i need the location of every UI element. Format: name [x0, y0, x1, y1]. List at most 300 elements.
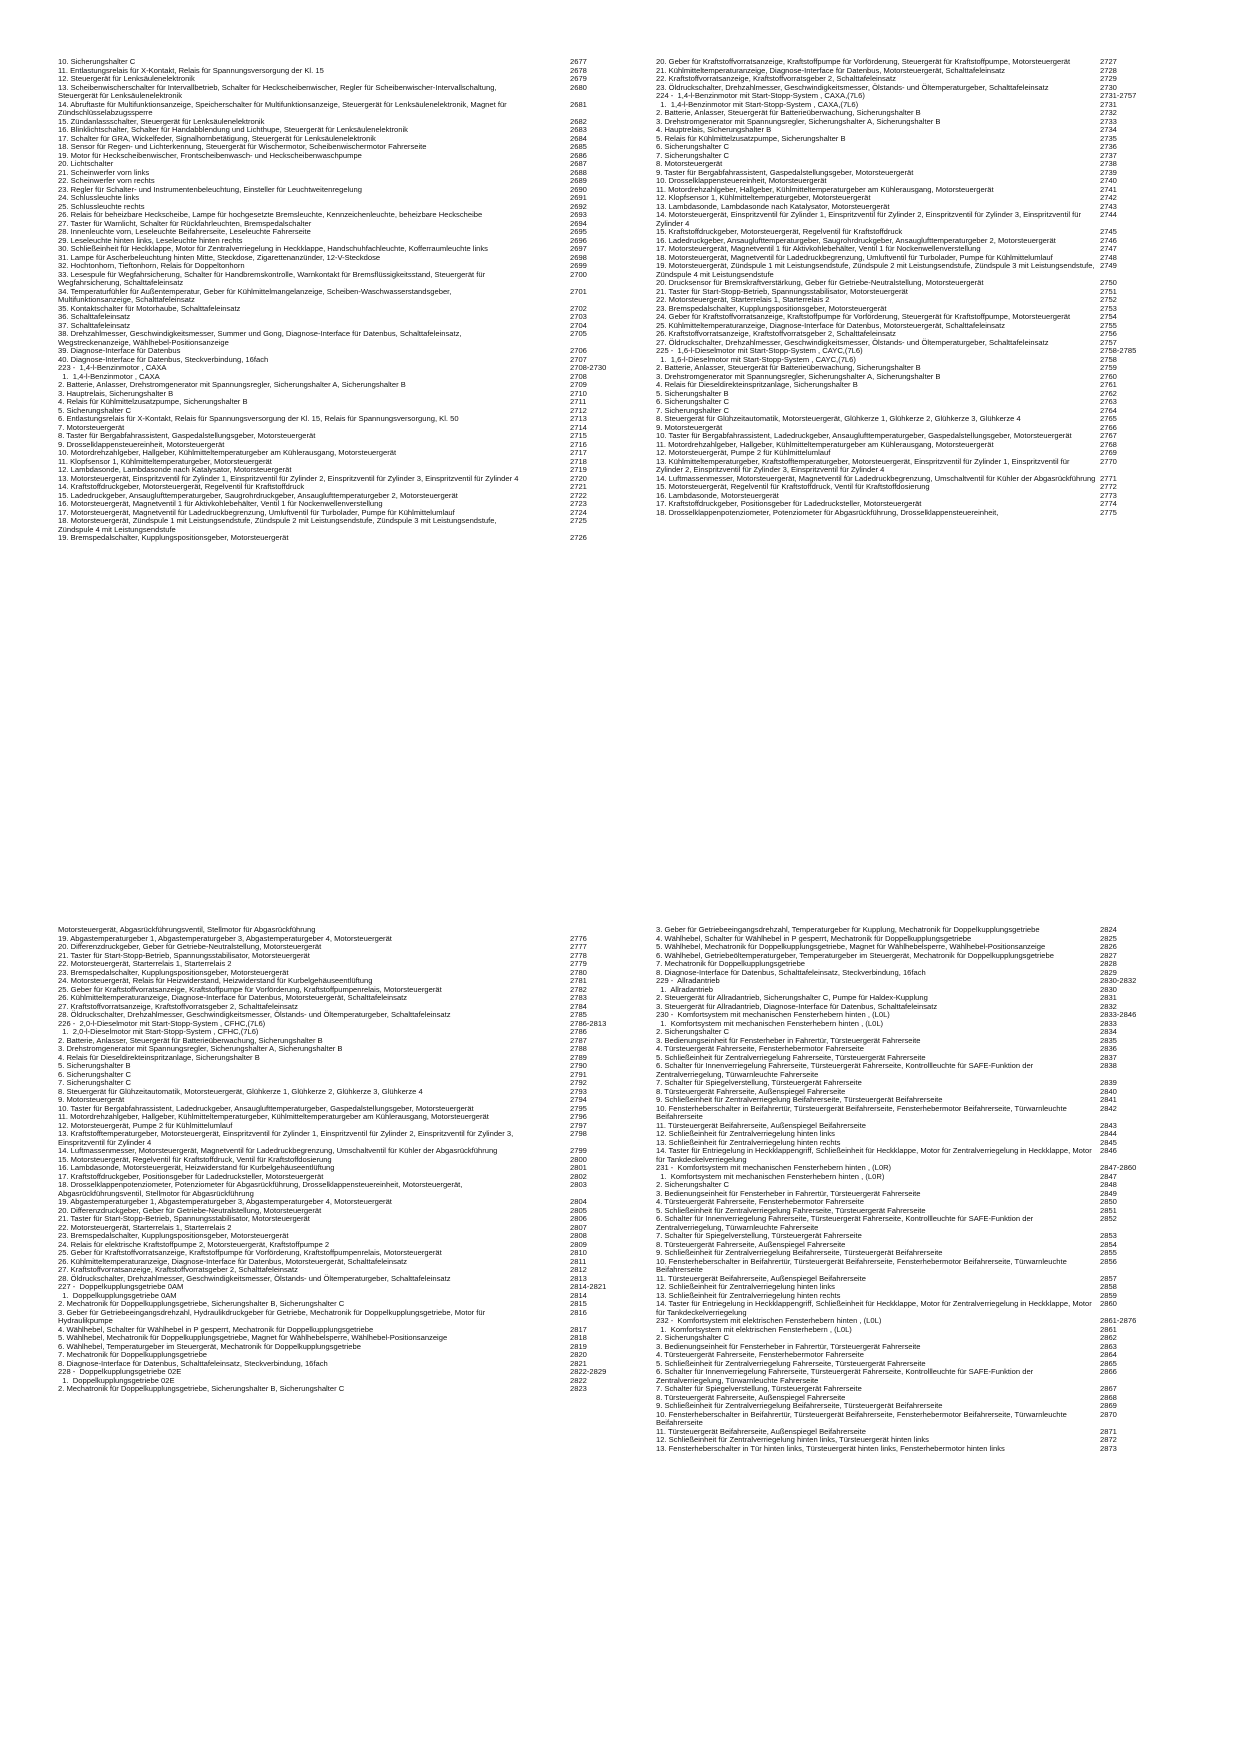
index-entry [58, 1130, 633, 1147]
page-number: 2816 [570, 1307, 587, 1317]
entry-text: 5. Wählhebel, Mechatronik für Doppelkupplungsgetriebe, Magnet für Wählhebelsperre, Wählhebel-Positionsanzeige [656, 942, 1046, 951]
page-number: 2802 [570, 1171, 587, 1181]
index-entry [656, 1368, 1176, 1385]
page-number: 2736 [1100, 142, 1117, 151]
page-number: 2867 [1100, 1384, 1117, 1393]
page-number: 2777 [570, 942, 587, 951]
entry-text: 8. Steuergerät für Glühzeitautomatik, Motorsteuergerät, Glühkerze 1, Glühkerze 2, Glühkerze 3, Glühkerze 4 [656, 414, 1021, 423]
index-entry [656, 969, 1176, 978]
entry-text: 34. Temperaturfühler für Außentemperatur, Geber für Kühlmittelmangelanzeige, Scheiben-Waschwasserstandsgeber, Multifunktionsanzeige, Schalttafeleinsatz [58, 286, 454, 304]
entry-text: 9. Taster für Bergabfahrassistent, Gaspedalstellungsgeber, Motorsteuergerät [656, 167, 914, 177]
page-number: 2757 [1100, 337, 1117, 347]
entry-text: 27. Taster für Warnlicht, Schalter für Rückfahrleuchten, Bremspedalschalter [58, 218, 312, 228]
entry-text: 7. Mechatronik für Doppelkupplungsgetriebe [58, 1350, 208, 1359]
page-number: 2859 [1100, 1290, 1117, 1300]
entry-text: 1. Doppelkupplungsgetriebe 0AM [58, 1290, 177, 1300]
entry-text: 227 - Doppelkupplungsgetriebe 0AM [58, 1282, 184, 1291]
page-number: 2840 [1100, 1086, 1117, 1096]
entry-text: 4. Wählhebel, Schalter für Wählhebel in P gesperrt, Mechatronik für Doppelkupplungsgetriebe [58, 1324, 374, 1334]
entry-text: 225 - 1,6-l-Dieselmotor mit Start-Stopp-System , CAYC,(7L6) [656, 346, 863, 355]
entry-text: 25. Geber für Kraftstoffvorratsanzeige, Kraftstoffpumpe für Vorförderung, Kraftstoffpumpenrelais, Motorsteuergerät [58, 1248, 442, 1257]
entry-text: 12. Steuergerät für Lenksäulenelektronik [58, 74, 195, 83]
entry-text: 7. Schalter für Spiegelverstellung, Türsteuergerät Fahrerseite [656, 1231, 862, 1240]
index-entry [656, 415, 1176, 424]
page-number: 2808 [570, 1231, 587, 1240]
page-number: 2700 [570, 269, 587, 279]
entry-text: 5. Schließeinheit für Zentralverriegelung Fahrerseite, Türsteuergerät Fahrerseite [656, 1052, 926, 1062]
entry-text: 18. Motorsteuergerät, Magnetventil für Ladedruckbegrenzung, Umluftventil für Turbolader, Pumpe für Kühlmittelumlauf [656, 252, 1053, 262]
entry-text: 36. Schalttafeleinsatz [58, 312, 131, 321]
index-entry [58, 1062, 633, 1071]
index-entry [58, 1071, 633, 1080]
entry-text: 11. Motordrehzahlgeber, Hallgeber, Kühlmitteltemperaturgeber am Kühlerausgang, Motorsteuergerät [656, 184, 994, 194]
page-number: 2858 [1100, 1282, 1117, 1291]
entry-text: 27. Kraftstoffvorratsanzeige, Kraftstoffvorratsgeber 2, Schalttafeleinsatz [58, 1265, 298, 1274]
page-number: 2797 [570, 1120, 587, 1130]
entry-text: 6. Entlastungsrelais für X-Kontakt, Relais für Spannungsversorgung der Kl. 15, Relais für Spannungsversorgung, Kl. 50 [58, 414, 459, 423]
page-number: 2708-2730 [570, 363, 607, 372]
entry-text: 7. Schalter für Spiegelverstellung, Türsteuergerät Fahrerseite [656, 1078, 862, 1087]
page-number: 2865 [1100, 1358, 1117, 1368]
entry-text: 8. Türsteuergerät Fahrerseite, Außenspiegel Fahrerseite [656, 1392, 846, 1402]
index-column-top-right [656, 58, 1176, 517]
page-number: 2786 [570, 1027, 587, 1036]
entry-text: 16. Ladedruckgeber, Ansauglufttemperaturgeber, Saugrohrdruckgeber, Ansauglufttemperaturgeber 2, Motorsteuergerät [656, 235, 1056, 245]
entry-text: 25. Geber für Kraftstoffvorratsanzeige, Kraftstoffpumpe für Vorförderung, Kraftstoffpumpenrelais, Motorsteuergerät [58, 984, 442, 994]
page-number: 2714 [570, 422, 587, 432]
entry-text: 17. Kraftstoffdruckgeber, Positionsgeber für Ladedrucksteller, Motorsteuergerät [58, 1171, 324, 1181]
page-number: 2743 [1100, 201, 1117, 211]
entry-text: 2. Mechatronik für Doppelkupplungsgetriebe, Sicherungshalter B, Sicherungshalter C [58, 1299, 345, 1308]
page-number: 2711 [570, 397, 587, 406]
entry-text: 24. Relais für elektrische Kraftstoffpumpe 2, Motorsteuergerät, Kraftstoffpumpe 2 [58, 1239, 330, 1249]
entry-text: 18. Sensor für Regen- und Lichterkennung, Steuergerät für Wischermotor, Scheibenwischermotor Fahrerseite [58, 142, 427, 151]
index-entry [656, 1147, 1176, 1164]
page-number: 2794 [570, 1095, 587, 1104]
page-number: 2809 [570, 1239, 587, 1249]
page-number: 2780 [570, 967, 587, 977]
entry-text: 18. Motorsteuergerät, Zündspule 1 mit Leistungsendstufe, Zündspule 2 mit Leistungsendstufe, Zündspule 3 mit Leistungsendstufe, Zündspule 4 mit Leistungsendstufe [58, 516, 499, 534]
page-number: 2708 [570, 371, 587, 381]
page-number: 2814 [570, 1290, 587, 1300]
page-number: 2772 [1100, 482, 1117, 491]
page-number: 2825 [1100, 933, 1117, 943]
page-number: 2813 [570, 1273, 587, 1283]
page-number: 2687 [570, 159, 587, 168]
page-number: 2767 [1100, 431, 1117, 440]
entry-text: 28. Öldruckschalter, Drehzahlmesser, Geschwindigkeitsmesser, Ölstands- und Öltemperaturgeber, Schalttafeleinsatz [58, 1010, 451, 1019]
index-entry [58, 313, 633, 322]
entry-text: 11. Entlastungsrelais für X-Kontakt, Relais für Spannungsversorgung der Kl. 15 [58, 65, 324, 75]
page-number: 2774 [1100, 499, 1117, 508]
page-number: 2841 [1100, 1095, 1117, 1104]
page-number: 2782 [570, 984, 587, 994]
entry-text: 28. Öldruckschalter, Drehzahlmesser, Geschwindigkeitsmesser, Ölstands- und Öltemperaturgeber, Schalttafeleinsatz [58, 1273, 451, 1283]
page-number: 2850 [1100, 1197, 1117, 1206]
entry-text: 22. Motorsteuergerät, Starterrelais 1, Starterrelais 2 [58, 959, 232, 968]
page-number: 2853 [1100, 1231, 1117, 1240]
page-number: 2862 [1100, 1333, 1117, 1342]
entry-text: 7. Sicherungshalter C [656, 405, 730, 415]
entry-text: 21. Kühlmitteltemperaturanzeige, Diagnose-Interface für Datenbus, Motorsteuergerät, Schalttafeleinsatz [656, 65, 1006, 75]
entry-text: 5. Sicherungshalter B [656, 388, 729, 398]
page-number: 2842 [1100, 1103, 1117, 1113]
entry-text: 29. Leseleuchte hinten links, Leseleuchte hinten rechts [58, 235, 243, 245]
page-number: 2868 [1100, 1392, 1117, 1402]
index-entry [656, 1062, 1176, 1079]
index-entry [656, 398, 1176, 407]
page-number: 2831 [1100, 993, 1117, 1002]
index-entry [656, 1445, 1176, 1454]
entry-text: 17. Motorsteuergerät, Magnetventil für Ladedruckbegrenzung, Umluftventil für Turbolader, Pumpe für Kühlmittelumlauf [58, 507, 455, 517]
entry-text: 1. Komfortsystem mit elektrischen Fensterhebern , (L0L) [656, 1324, 852, 1334]
index-entry [656, 1326, 1176, 1335]
page-number: 2721 [570, 482, 587, 491]
entry-text: 15. Motorsteuergerät, Regelventil für Kraftstoffdruck, Ventil für Kraftstoffdosierung [58, 1154, 332, 1164]
page-number: 2738 [1100, 159, 1117, 168]
entry-text: 19. Bremspedalschalter, Kupplungspositionsgeber, Motorsteuergerät [58, 533, 289, 542]
index-entry [656, 1215, 1176, 1232]
index-entry [656, 262, 1176, 279]
entry-text: 6. Schalter für Innenverriegelung Fahrerseite, Türsteuergerät Fahrerseite, Kontrollleuchte für SAFE-Funktion der Zentralverriegelung, Türwarnleuchte Fahrerseite [656, 1061, 1036, 1079]
entry-text: 7. Sicherungshalter C [58, 1078, 132, 1087]
page-number: 2699 [570, 261, 587, 270]
entry-text: 12. Schließeinheit für Zentralverriegelung hinten links, Türsteuergerät hinten links [656, 1435, 929, 1444]
index-entry [656, 152, 1176, 161]
entry-text: 230 - Komfortsystem mit mechanischen Fensterhebern hinten , (L0L) [656, 1010, 890, 1019]
page-number: 2709 [570, 380, 587, 389]
entry-text: 10. Fensterheberschalter in Beifahrertür, Türsteuergerät Beifahrerseite, Fensterhebermotor Beifahrerseite, Türwarnleuchte Beifahrerseite [656, 1409, 1069, 1427]
entry-text: 14. Taster für Entriegelung in Heckklappengriff, Schließeinheit für Heckklappe, Motor für Zentralverriegelung in Heckklappe, Motor für Tankdeckelverriegelung [656, 1299, 1094, 1317]
entry-text: 21. Taster für Start-Stopp-Betrieb, Spannungsstabilisator, Motorsteuergerät [58, 1214, 310, 1223]
entry-text: 2. Steuergerät für Allradantrieb, Sicherungshalter C, Pumpe für Haldex-Kupplung [656, 993, 928, 1002]
entry-text: 12. Motorsteuergerät, Pumpe 2 für Kühlmittelumlauf [656, 448, 831, 457]
entry-text: 32. Hochtonhorn, Tieftonhorn, Relais für Doppeltonhorn [58, 261, 245, 270]
entry-text: 16. Lambdasonde, Motorsteuergerät [656, 490, 779, 500]
page-number: 2720 [570, 473, 587, 483]
entry-text: 8. Türsteuergerät Fahrerseite, Außenspiegel Fahrerseite [656, 1086, 846, 1096]
index-column-top-left [58, 58, 633, 543]
entry-text: 11. Türsteuergerät Beifahrerseite, Außenspiegel Beifahrerseite [656, 1426, 866, 1436]
page-number: 2833 [1100, 1018, 1117, 1028]
entry-text: 12. Motorsteuergerät, Pumpe 2 für Kühlmittelumlauf [58, 1120, 233, 1130]
page-number: 2692 [570, 201, 587, 211]
page-number: 2789 [570, 1052, 587, 1062]
entry-text: 8. Motorsteuergerät [656, 159, 723, 168]
entry-text: 21. Scheinwerfer vorn links [58, 167, 150, 177]
page-number: 2681 [570, 99, 587, 109]
entry-text: 3. Drehstromgenerator mit Spannungsregler, Sicherungshalter A, Sicherungshalter B [58, 1044, 343, 1053]
page-number: 2864 [1100, 1350, 1117, 1359]
entry-text: 18. Drosselklappenpotenziometer, Potenziometer für Abgasrückführung, Drosselklappensteuereinheit, Motorsteuergerät, Abgasrückführungsventil, Stellmotor für Abgasrückführung [58, 1180, 465, 1198]
entry-text: 19. Abgastemperaturgeber 1, Abgastemperaturgeber 3, Abgastemperaturgeber 4, Motorsteuergerät [58, 1197, 392, 1206]
index-entry [656, 143, 1176, 152]
page-number: 2843 [1100, 1120, 1117, 1130]
entry-text: 7. Schalter für Spiegelverstellung, Türsteuergerät Fahrerseite [656, 1384, 862, 1393]
entry-text: 24. Motorsteuergerät, Relais für Heizwiderstand, Heizwiderstand für Kurbelgehäuseentlüftung [58, 976, 373, 985]
page-number: 2735 [1100, 133, 1117, 143]
entry-text: 20. Differenzdruckgeber, Geber für Getriebe-Neutralstellung, Motorsteuergerät [58, 942, 322, 951]
entry-text: 13. Schließeinheit für Zentralverriegelung hinten rechts [656, 1137, 841, 1147]
page-number: 2852 [1100, 1214, 1117, 1223]
entry-text: 9. Drosselklappensteuereinheit, Motorsteuergerät [58, 439, 225, 449]
page-number: 2758-2785 [1100, 346, 1137, 355]
page-number: 2838 [1100, 1061, 1117, 1070]
entry-text: 226 - 2,0-l-Dieselmotor mit Start-Stopp-System , CFHC,(7L6) [58, 1018, 266, 1028]
entry-text: 7. Mechatronik für Doppelkupplungsgetriebe [656, 959, 806, 968]
entry-text: 6. Sicherungshalter C [656, 142, 730, 151]
entry-text: 9. Schließeinheit für Zentralverriegelung Beifahrerseite, Türsteuergerät Beifahrerseite [656, 1095, 943, 1104]
index-entry [58, 534, 633, 543]
page-number: 2863 [1100, 1341, 1117, 1351]
entry-text: 17. Schalter für GRA, Wickelfeder, Signalhornbetätigung, Steuergerät für Lenksäulenelektronik [58, 133, 376, 143]
page-number: 2749 [1100, 261, 1117, 270]
entry-text: 23. Öldruckschalter, Drehzahlmesser, Geschwindigkeitsmesser, Ölstands- und Öltemperaturgeber, Schalttafeleinsatz [656, 82, 1049, 92]
entry-text: 4. Wählhebel, Schalter für Wählhebel in P gesperrt, Mechatronik für Doppelkupplungsgetriebe [656, 933, 972, 943]
index-entry [58, 186, 633, 195]
entry-text: 2. Batterie, Anlasser, Steuergerät für Batterieüberwachung, Sicherungshalter B [58, 1035, 323, 1045]
page-number: 2803 [570, 1180, 587, 1189]
page-number: 2801 [570, 1163, 587, 1172]
index-entry [656, 1105, 1176, 1122]
entry-text: 223 - 1,4-l-Benzinmotor , CAXA [58, 363, 167, 372]
page-number: 2810 [570, 1248, 587, 1257]
index-entry [58, 288, 633, 305]
entry-text: 25. Kühlmitteltemperaturanzeige, Diagnose-Interface für Datenbus, Motorsteuergerät, Schalttafeleinsatz [656, 320, 1006, 330]
page-number: 2826 [1100, 942, 1117, 951]
page-number: 2701 [570, 286, 587, 296]
page-number: 2756 [1100, 329, 1117, 338]
entry-text: 2. Mechatronik für Doppelkupplungsgetriebe, Sicherungshalter B, Sicherungshalter C [58, 1384, 345, 1393]
entry-text: 2. Sicherungshalter C [656, 1180, 730, 1189]
entry-text: 33. Lesespule für Wegfahrsicherung, Schalter für Handbremskontrolle, Warnkontakt für Bremsflüssigkeitsstand, Steuergerät für Wegfahrsicherung, Schalttafeleinsatz [58, 269, 488, 287]
page-number: 2759 [1100, 363, 1117, 372]
entry-text: 20. Geber für Kraftstoffvorratsanzeige, Kraftstoffpumpe für Vorförderung, Steuergerät für Kraftstoffpumpe, Motorsteuergerät [656, 57, 1071, 66]
entry-text: 13. Motorsteuergerät, Einspritzventil für Zylinder 1, Einspritzventil für Zylinder 2, Einspritzventil für Zylinder 3, Einspritzventil für Zylinder 4 [58, 473, 519, 483]
page-number: 2849 [1100, 1188, 1117, 1198]
entry-text: 5. Schließeinheit für Zentralverriegelung Fahrerseite, Türsteuergerät Fahrerseite [656, 1358, 926, 1368]
entry-text: 21. Taster für Start-Stopp-Betrieb, Spannungsstabilisator, Motorsteuergerät [58, 950, 310, 960]
page-number: 2685 [570, 142, 587, 151]
page-number: 2846 [1100, 1146, 1117, 1155]
page-number: 2820 [570, 1350, 587, 1359]
index-entry [58, 415, 633, 424]
index-entry [58, 398, 633, 407]
entry-text: 4. Türsteuergerät Fahrerseite, Fensterhebermotor Fahrerseite [656, 1197, 864, 1206]
entry-text: 15. Ladedruckgeber, Ansauglufttemperaturgeber, Saugrohrdruckgeber, Ansauglufttemperaturgeber 2, Motorsteuergerät [58, 490, 458, 500]
page-number: 2775 [1100, 507, 1117, 517]
page-number: 2706 [570, 346, 587, 355]
page-number: 2745 [1100, 227, 1117, 236]
page-number: 2731 [1100, 99, 1117, 109]
entry-text: 3. Hauptrelais, Sicherungshalter B [58, 388, 174, 398]
index-entry [656, 509, 1176, 518]
page-number: 2689 [570, 176, 587, 185]
entry-text: 6. Schalter für Innenverriegelung Fahrerseite, Türsteuergerät Fahrerseite, Kontrollleuchte für SAFE-Funktion der Zentralverriegelung, Türwarnleuchte Fahrerseite [656, 1214, 1036, 1232]
page-number: 2787 [570, 1035, 587, 1045]
entry-text: 5. Sicherungshalter C [58, 405, 132, 415]
page-number: 2732 [1100, 108, 1117, 117]
entry-text: 20. Differenzdruckgeber, Geber für Getriebe-Neutralstellung, Motorsteuergerät [58, 1205, 322, 1215]
entry-text: 10. Fensterheberschalter in Beifahrertür, Türsteuergerät Beifahrerseite, Fensterhebermotor Beifahrerseite, Türwarnleuchte Beifahrerseite [656, 1103, 1069, 1121]
entry-text: 19. Abgastemperaturgeber 1, Abgastemperaturgeber 3, Abgastemperaturgeber 4, Motorsteuergerät [58, 933, 392, 943]
page-number: 2729 [1100, 74, 1117, 83]
entry-text: 16. Motorsteuergerät, Magnetventil 1 für Aktivkohlebehälter, Ventil 1 für Nockenwellenverstellung [58, 499, 383, 508]
page-number: 2804 [570, 1197, 587, 1206]
page-number: 2748 [1100, 252, 1117, 262]
entry-text: 3. Bedienungseinheit für Fensterheber in Fahrertür, Türsteuergerät Fahrerseite [656, 1188, 921, 1198]
entry-text: 12. Schließeinheit für Zentralverriegelung hinten links [656, 1129, 835, 1138]
page-number: 2766 [1100, 422, 1117, 432]
entry-text: 3. Drehstromgenerator mit Spannungsregler, Sicherungshalter A, Sicherungshalter B [656, 116, 941, 126]
page-number: 2724 [570, 507, 587, 517]
entry-text: 37. Schalttafeleinsatz [58, 320, 131, 330]
page-number: 2833-2846 [1100, 1010, 1137, 1019]
entry-text: 20. Lichtschalter [58, 159, 114, 168]
index-entry [58, 1054, 633, 1063]
entry-text: 15. Zündanlassschalter, Steuergerät für Lenksäulenelektronik [58, 116, 265, 126]
page-number: 2851 [1100, 1205, 1117, 1215]
entry-text: 6. Wählhebel, Getriebeöltemperaturgeber, Temperaturgeber im Steuergerät, Mechatronik für Doppelkupplungsgetriebe [656, 950, 1054, 960]
entry-text: 19. Motorsteuergerät, Zündspule 1 mit Leistungsendstufe, Zündspule 2 mit Leistungsendstufe, Zündspule 3 mit Leistungsendstufe, Zündspule 4 mit Leistungsendstufe [656, 261, 1097, 279]
page-number: 2722 [570, 490, 587, 500]
page-number: 2747 [1100, 244, 1117, 253]
page-number: 2677 [570, 57, 587, 66]
entry-text: 7. Motorsteuergerät [58, 422, 125, 432]
entry-text: 10. Fensterheberschalter in Beifahrertür, Türsteuergerät Beifahrerseite, Fensterhebermotor Beifahrerseite, Türwarnleuchte Beifahrerseite [656, 1256, 1069, 1274]
entry-text: 2. Batterie, Anlasser, Steuergerät für Batterieüberwachung, Sicherungshalter B [656, 108, 921, 117]
page-number: 2752 [1100, 295, 1117, 304]
page-number: 2734 [1100, 125, 1117, 134]
entry-text: 27. Öldruckschalter, Drehzahlmesser, Geschwindigkeitsmesser, Ölstands- und Öltemperaturgeber, Schalttafeleinsatz [656, 337, 1049, 347]
page-number: 2737 [1100, 150, 1117, 160]
entry-text: 20. Drucksensor für Bremskraftverstärkung, Geber für Getriebe-Neutralstellung, Motorsteuergerät [656, 278, 984, 287]
entry-text: 10. Taster für Bergabfahrassistent, Ladedruckgeber, Ansauglufttemperaturgeber, Gaspedalstellungsgeber, Motorsteuergerät [656, 431, 1072, 440]
index-entry [58, 330, 633, 347]
page-number: 2776 [570, 933, 587, 943]
page-number: 2751 [1100, 286, 1117, 296]
page-number: 2778 [570, 950, 587, 960]
entry-text: 22. Motorsteuergerät, Starterrelais 1, Starterrelais 2 [58, 1222, 232, 1232]
page-number: 2786-2813 [570, 1018, 607, 1028]
page-number: 2822-2829 [570, 1367, 607, 1376]
page-number: 2861 [1100, 1324, 1117, 1334]
entry-text: 1. Doppelkupplungsgetriebe 02E [58, 1375, 175, 1385]
page-number: 2697 [570, 244, 587, 253]
page-number: 2754 [1100, 312, 1117, 321]
entry-text: 1. 1,4-l-Benzinmotor , CAXA [58, 371, 160, 381]
entry-text: 13. Kühlmitteltemperaturgeber, Kraftstofftemperaturgeber, Motorsteuergerät, Einspritzventil für Zylinder 1, Einspritzventil für Zylinder 2, Einspritzventil für Zylinder 3, Einspritzventil für Zylinder 4 [656, 456, 1072, 474]
page-number: 2755 [1100, 320, 1117, 330]
entry-text: 229 - Allradantrieb [656, 976, 720, 985]
entry-text: 23. Bremspedalschalter, Kupplungspositionsgeber, Motorsteuergerät [58, 1231, 289, 1240]
page-number: 2845 [1100, 1137, 1117, 1147]
page-number: 2834 [1100, 1027, 1117, 1036]
index-entry [656, 211, 1176, 228]
entry-text: 9. Motorsteuergerät [656, 422, 723, 432]
page-number: 2716 [570, 439, 587, 449]
entry-text: 4. Relais für Kühlmittelzusatzpumpe, Sicherungshalter B [58, 397, 248, 406]
index-column-bottom-right [656, 926, 1176, 1453]
entry-text: 23. Regler für Schalter- und Instrumentenbeleuchtung, Einsteller für Leuchtweitenregelung [58, 184, 362, 194]
entry-text: 5. Schließeinheit für Zentralverriegelung Fahrerseite, Türsteuergerät Fahrerseite [656, 1205, 926, 1215]
entry-text: 9. Motorsteuergerät [58, 1095, 125, 1104]
page-number: 2683 [570, 125, 587, 134]
page-number: 2812 [570, 1265, 587, 1274]
page-number: 2830-2832 [1100, 976, 1137, 985]
entry-text: 22. Motorsteuergerät, Starterrelais 1, Starterrelais 2 [656, 295, 830, 304]
entry-text: 11. Motordrehzahlgeber, Hallgeber, Kühlmitteltemperaturgeber, Kühlmitteltemperaturgeber am Kühlerausgang, Motorsteuergerät [58, 1112, 489, 1121]
index-entry [656, 1300, 1176, 1317]
page-number: 2730 [1100, 82, 1117, 92]
entry-text: 2. Sicherungshalter C [656, 1333, 730, 1342]
page-number: 2770 [1100, 456, 1117, 466]
index-entry [58, 1385, 633, 1394]
page-number: 2795 [570, 1103, 587, 1113]
entry-text: 13. Schließeinheit für Zentralverriegelung hinten rechts [656, 1290, 841, 1300]
entry-text: 25. Schlussleuchte rechts [58, 201, 145, 211]
entry-text: 19. Motor für Heckscheibenwischer, Frontscheibenwasch- und Heckscheibenwaschpumpe [58, 150, 362, 160]
entry-text: 4. Relais für Dieseldirekteinspritzanlage, Sicherungshalter B [58, 1052, 260, 1062]
entry-text: 13. Lambdasonde, Lambdasonde nach Katalysator, Motorsteuergerät [656, 201, 890, 211]
page-number: 2779 [570, 959, 587, 968]
page-number: 2828 [1100, 959, 1117, 968]
entry-text: 10. Drosselklappensteuereinheit, Motorsteuergerät [656, 176, 827, 185]
page-number: 2718 [570, 456, 587, 466]
entry-text: 2. Sicherungshalter C [656, 1027, 730, 1036]
entry-text: 10. Sicherungshalter C [58, 57, 136, 66]
page-number: 2705 [570, 329, 587, 338]
entry-text: 4. Hauptrelais, Sicherungshalter B [656, 125, 772, 134]
page-number: 2761 [1100, 380, 1117, 389]
entry-text: 31. Lampe für Ascherbeleuchtung hinten Mitte, Steckdose, Zigarettenanzünder, 12-V-Steckdose [58, 252, 381, 262]
page-number: 2698 [570, 252, 587, 262]
page-number: 2805 [570, 1205, 587, 1215]
entry-text: 26. Relais für beheizbare Heckscheibe, Lampe für hochgesetzte Bremsleuchte, Kennzeichenleuchte, beheizbare Heckscheibe [58, 210, 483, 219]
entry-text: Motorsteuergerät, Abgasrückführungsventil, Stellmotor für Abgasrückführung [58, 925, 316, 934]
page-number: 2807 [570, 1222, 587, 1232]
page-number: 2800 [570, 1154, 587, 1164]
entry-text: 17. Motorsteuergerät, Magnetventil 1 für Aktivkohlebehälter, Ventil 1 für Nockenwellenverstellung [656, 244, 981, 253]
page-number: 2765 [1100, 414, 1117, 423]
entry-text: 26. Kühlmitteltemperaturanzeige, Diagnose-Interface für Datenbus, Motorsteuergerät, Schalttafeleinsatz [58, 1256, 408, 1266]
page-number: 2818 [570, 1333, 587, 1342]
entry-text: 1. Komfortsystem mit mechanischen Fensterhebern hinten , (L0L) [656, 1018, 884, 1028]
page-number: 2750 [1100, 278, 1117, 287]
entry-text: 8. Taster für Bergabfahrassistent, Gaspedalstellungsgeber, Motorsteuergerät [58, 431, 316, 440]
page-number: 2731-2757 [1100, 91, 1137, 100]
entry-text: 16. Blinklichtschalter, Schalter für Handabblendung und Lichthupe, Steuergerät für Lenksäulenelektronik [58, 125, 408, 134]
page-number: 2832 [1100, 1001, 1117, 1011]
entry-text: 11. Klopfsensor 1, Kühlmitteltemperaturgeber, Motorsteuergerät [58, 456, 272, 466]
entry-text: 22. Kraftstoffvorratsanzeige, Kraftstoffvorratsgeber 2, Schalttafeleinsatz [656, 74, 896, 83]
page-number: 2682 [570, 116, 587, 126]
entry-text: 4. Türsteuergerät Fahrerseite, Fensterhebermotor Fahrerseite [656, 1044, 864, 1053]
index-entry [656, 135, 1176, 144]
page-number: 2829 [1100, 967, 1117, 977]
index-entry [656, 1411, 1176, 1428]
entry-text: 4. Relais für Dieseldirekteinspritzanlage, Sicherungshalter B [656, 380, 858, 389]
page-number: 2741 [1100, 184, 1117, 194]
entry-text: 1. Allradantrieb [656, 984, 714, 994]
page-number: 2799 [570, 1146, 587, 1155]
page-number: 2854 [1100, 1239, 1117, 1249]
page-number: 2723 [570, 499, 587, 508]
entry-text: 3. Bedienungseinheit für Fensterheber in Fahrertür, Türsteuergerät Fahrerseite [656, 1341, 921, 1351]
entry-text: 7. Sicherungshalter C [656, 150, 730, 160]
page-number: 2798 [570, 1129, 587, 1138]
entry-text: 1. Komfortsystem mit mechanischen Fensterhebern hinten , (L0R) [656, 1171, 885, 1181]
